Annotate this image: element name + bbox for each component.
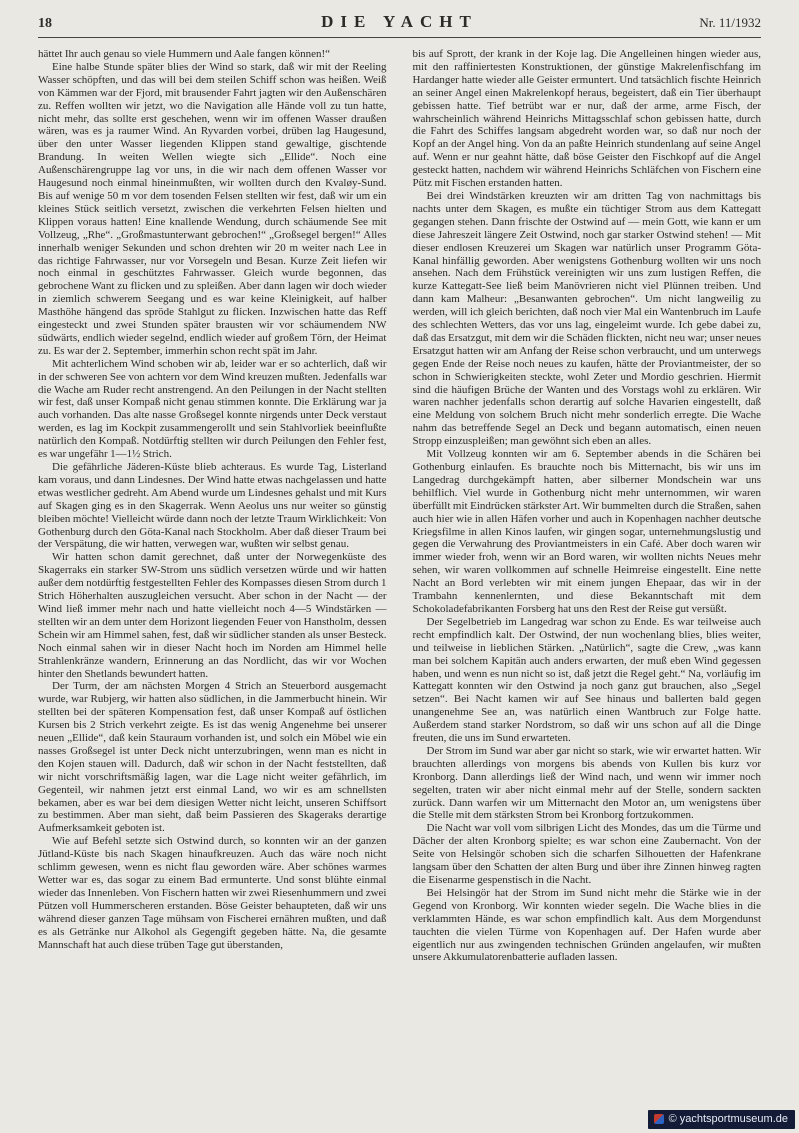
watermark-text: © yachtsportmuseum.de [668, 1113, 788, 1125]
page-number: 18 [38, 16, 52, 31]
paragraph: Eine halbe Stunde später blies der Wind so stark, daß wir mit der Reeling Wasser schöpften, und das will bei dem steilen Schiff schon was heißen. Weiß von Kämmen war der Fjord, mit brausender Fahrt jagten wir den Außenschären zu. Reffen wollten wir jetzt, wo die Navigation alle Hände voll zu tun hatte, nicht mehr, das sollte erst geschehen, wenn wir im offenen Wasser draußen wären, was es ja raumer Wind. An Ryvarden vorbei, drüben lag Haugesund, über den unter Wasser liegenden Klippen stand gewaltige, gischtende Brandung. In weiten Wellen wiegte sich „Ellide“. Noch eine Außenschärengruppe lag vor uns, in die wir nach dem offenen Wasser vor Haugesund noch einmal hineinmußten, wir wollten durch den Kvaløy-Sund. Bis auf wenige 50 m vor dem tosenden Felsen stellten wir fest, daß wir um ein kleines Stück seitlich versetzt, zwischen die verkehrten Felsen hielten und Klippen voraus hatten! Eine knallende Wendung, durch schäumende See mit Vollzeug, „Rhe“. „Großmastunterwant gebrochen!“ „Großsegel bergen!“ Alles innerhalb weniger Sekunden und schon drehten wir 20 m weiter nach Lee in das richtige Fahrwasser, nur vor Vorsegeln und Besan. Kurze Zeit liefen wir noch einmal in geschütztes Fahrwasser. Gleich wurde begonnen, das gebrochene Want zu flicken und zu spleißen. Aber dann lagen wir doch wieder in ziemlich schwerem Seegang und es war keine Kleinigkeit, auf halber Masthöhe hängend das spröde Stahlgut zu flicken. Inzwischen hatte das Reff eingesteckt und zwei Stunden später brausten wir vor schäumendem NW südwärts, endlich wieder segelnd, endlich wieder auf großem Törn, der Heimat zu. Es war der 2. September, immerhin schon recht spät im Jahr. [38, 60, 387, 357]
issue-number: Nr. 11/1932 [699, 15, 761, 30]
paragraph: Wie auf Befehl setzte sich Ostwind durch, so konnten wir an der ganzen Jütland-Küste bis nach Skagen hinaufkreuzen. Auch das wäre noch nicht schlimm gewesen, wenn es nicht flau geworden wäre. Aber schönes warmes Wetter war es, das sogar zu einem Bad ermunterte. Und sonst blühte einmal wieder das Innenleben. Von Fischern hatten wir zwei Riesenhummern und zwei Pützen voll Hummerscheren erstanden. Böse Geister behaupteten, daß wir uns während dieser ganzen Tage mühsam von Fischerei ernähren mußten, und daß es als Getränke nur Alkohol als Gegengift gegeben hätte. Na, die gesamte Mannschaft hat auch diese trüben Tage gut überstanden, [38, 835, 387, 951]
paragraph: Die gefährliche Jäderen-Küste blieb achteraus. Es wurde Tag, Listerland kam voraus, und dann Lindesnes. Der Wind hatte etwas nachgelassen und hatte etwas westlicher gedreht. Am Abend wurde um Lindesnes gehalst und mit Kurs auf Skagen ging es in den Skagerrak. Wenn Aeolus uns nur weiter so günstig bleiben möchte! Vielleicht würde dann noch der letzte Traum Wirklichkeit: Von Gothenburg durch den Göta-Kanal nach Stockholm. Aber daß dieser Traum bei der Verspätung, die wir hatten, verwegen war, wußten wir selbst genau. [38, 461, 387, 551]
paragraph: Der Segelbetrieb im Langedrag war schon zu Ende. Es war teilweise auch recht empfindlich kalt. Der Ostwind, der nun wochenlang blies, blies weiter, und teilweise in lieblichen Stärken. „Natürlich“, sagte die Crew, „was kann man bei solchem Kapitän auch anders erwarten, der muß eben Wind gegessen haben, und wenn es nun nicht so ist, daß jetzt die Regel geht.“ Na, vorläufig im Kattegatt konnten wir den Ostwind ja noch ganz gut brauchen, also „Segel setzen“. Bei Nacht kamen wir auf See hinaus und ballerten bald gegen unangenehme See an, was natürlich einen Wantbruch zur Folge hatte. Außerdem stand starker Nordstrom, so daß wir uns schon auf all die Dinge freuten, die uns im Sund erwarteten. [412, 615, 761, 745]
watermark-badge [648, 1110, 795, 1129]
left-column [38, 48, 387, 1106]
paragraph: Wir hatten schon damit gerechnet, daß unter der Norwegenküste des Skagerraks ein starker SW-Strom uns südlich versetzen würde und wir hatten außer dem notdürftig festgestellten Fehler des Kompasses diesen Strom durch 1 Strich Höherhalten auszugleichen versucht. Aber schon in der Nacht — der Wind ließ immer mehr nach und hatte vielleicht noch 4—5 Windstärken — stellten wir an dem unter dem Horizont liegenden Feuer von Hanstholm, dessen Schein wir am Himmel sahen, fest, daß wir südlicher standen als unser Besteck. Noch einmal sahen wir in dieser Nacht hoch im Norden am Himmel helle Strahlenkränze wandern, Erinnerung an das Nordlicht, das wir vor Wochen hinter den Shetlands bewundert hatten. [38, 551, 387, 680]
paragraph: Bei drei Windstärken kreuzten wir am dritten Tag von nachmittags bis nachts unter dem Skagen, es mußte ein tüchtiger Strom aus dem Kattegatt gegangen stehen. Dann frischte der Ostwind auf — mein Gott, wie kann er um diese Jahreszeit längere Zeit Ostwind, noch gar starker Ostwind stehen! — Mit dieser endlosen Kreuzerei um Skagen war natürlich unser Programm Göta-Kanal hinfällig geworden. Aber wenigstens Gothenburg wollten wir uns noch ansehen. Nach dem Frühstück vereinigten wir uns zum lustigen Reffen, die kurze Kattegatt-See ließ beim Manövrieren nicht viel Plünnen treiben. Und dann kam Malheur: „Besanwanten gebrochen“. Um nicht langweilig zu werden, will ich gleich berichten, daß noch vier Mal ein Wantenbruch im Laufe des schlechten Wetters, das vor uns lag, eingeleimt wurde. Ich gebe dabei zu, daß das Ersatzgut, mit dem wir die Schäden flickten, nicht neu war; unser neues Ersatzgut hatten wir am Anfang der Reise schon verbraucht, und um unterwegs gegen Ende der Reise noch neues zu kaufen, hätte der Proviantmeister, der so schon in Schwierigkeiten steckte, wohl Zeter und Mordio geschrien. Hiermit sind die häufigen Brüche der Wanten und des Vorstags wohl zu erklären. Wir waren nachher jedenfalls schon derartig auf solche Havarien eingestellt, daß eine Meldung von solchem Bruch nicht mehr sonderlich erregte. Die Wache nahm das betreffende Segel an Deck und begann automatisch, einen neuen Stropp einzuspleißen; man gewöhnt sich eben an alles. [412, 189, 761, 448]
museum-logo-icon [654, 1114, 664, 1124]
paragraph: Bei Helsingör hat der Strom im Sund nicht mehr die Stärke wie in der Gegend von Kronborg. Wir konnten wieder segeln. Die Wache blies in die verklammten Hände, es war schon empfindlich kalt. Aus dem Morgendunst tauchten die vielen Türme von Kopenhagen auf. Der Hafen wurde aber eigentlich nur aus zwingenden technischen Gründen angelaufen, wir mußten unsere Akkumulatorenbatterie aufladen lassen. [412, 886, 761, 964]
paragraph: Der Turm, der am nächsten Morgen 4 Strich an Steuerbord ausgemacht wurde, war Rubjerg, wir hatten also südlichen, in die Jammerbucht hinein. Wir stellten bei der späteren Kompensation fest, daß unser Kompaß auf östlichen Kursen bis 2 Strich verkehrt zeigte. Es ist das wenig Angenehme bei unserer neuen „Ellide“, daß kein Stauraum vorhanden ist, und solch ein Möbel wie ein nasses Großsegel ist unter Deck nicht unterzubringen, wenn man es nicht in den Kojen stauen will. Dadurch, daß wir schon in der Nacht feststellten, daß wir nicht vorschriftsmäßig lagen, war die Lage nicht weiter gefährlich, im Gegenteil, wir nahmen jetzt erst einmal Land, wo wir es am schnellsten bekamen, aber es war bei dem diesigen Wetter nicht leicht, unseren Schiffsort zu bestimmen. Aber man sieht, daß beim Passieren des Skageraks derartige Aufmerksamkeit geboten ist. [38, 680, 387, 835]
paragraph: Die Nacht war voll vom silbrigen Licht des Mondes, das um die Türme und Dächer der alten Kronborg spielte; es war schon eine Zaubernacht. Von der Seite von Helsingör schoben sich die scharfen Silhouetten der Hafenkrane langsam über den Schatten der alten Burg und über ihre Zinnen hinweg ragten die Eisenarme gespenstisch in die Nacht. [412, 822, 761, 886]
magazine-title: DIE YACHT [321, 12, 478, 31]
paragraph: Mit achterlichem Wind schoben wir ab, leider war er so achterlich, daß wir in der schweren See von achtern vor dem Wind kreuzen mußten. Jedenfalls war die Wache am Ruder recht anstrengend. An den Peilungen in der Nacht stellten wir fest, daß unser Kompaß nicht genau stimmen konnte. Die Erklärung war ja auch vorhanden. Das alte nasse Großsegel konnte nirgends unter Deck verstaut werden, es lag im Kockpit zusammengerollt und sein Stahlvorliek beeinflußte natürlich den Kompaß. Notdürftig stellten wir durch Peilungen den Fehler fest, es war ungefähr 1—1½ Strich. [38, 357, 387, 461]
right-column [413, 48, 762, 1106]
article-body [0, 38, 799, 1106]
paragraph: hättet Ihr auch genau so viele Hummern und Aale fangen können!“ [38, 48, 331, 60]
paragraph: bis auf Sprott, der krank in der Koje lag. Die Angelleinen hingen wieder aus, mit den raffiniertesten Konstruktionen, der günstige Makrelenfischfang im Hardanger hatte wieder alle Geister ermuntert. Und tatsächlich fischte Heinrich an seiner Angel einen Makrelenkopf heraus, begeistert, daß ein Tier überhaupt gebissen hatte. Tief betrübt war er nur, daß der arme, arme Fisch, der wahrscheinlich während Heinrichs Mittagsschlaf schon gebissen hatte, durch die Fahrt des Schiffes langsam abgedreht worden war, so daß nur noch der Kopf an der Angel hing. Von da an paßte Heinrich stundenlang auf seine Angel auf. Wenn er nur geahnt hätte, daß böse Geister den Fischkopf auf die Angel gesteckt hatten, nachdem wir während Heinrichs Schläfchen von Fischern eine Pütz mit Fischen erstanden hatten. [412, 48, 761, 190]
paragraph: Mit Vollzeug konnten wir am 6. September abends in die Schären bei Gothenburg einlaufen. Es brauchte noch bis Mitternacht, bis wir uns im Langedrag durchgekämpft hatten, aber silberner Mondschein war uns behilflich. Viel wurde in Gothenburg nicht mehr unternommen, wir waren überfüllt mit Eindrücken stärkster Art. Wir bummelten durch die Straßen, sahen auch hier wie in allen Häfen vorher und auch in Kopenhagen nachher deutsche Kriegsfilme in allen Kinos laufen, wir gingen sogar, unternehmungslustig und gegen die Verwahrung des Proviantmeisters in ein Café. Aber doch waren wir immer wieder froh, wenn wir an Bord waren, wir wollten nichts Neues mehr sehen, wir waren vollkommen auf schnelle Heimreise eingestellt. Eine nette Nacht an Bord verlebten wir mit einem jungen Ehepaar, das wir in der Trambahn kennenlernten, und diese Bekanntschaft mit dem Schokoladefabrikanten Forsberg hat uns den Rest der Reise gut versüßt. [412, 448, 761, 615]
page-header [0, 0, 799, 32]
paragraph: Der Strom im Sund war aber gar nicht so stark, wie wir erwartet hatten. Wir brauchten allerdings von morgens bis abends von Kullen bis kurz vor Kronborg. Dann allerdings ließ der Wind nach, und wenn wir immer noch segelten, traten wir aber nicht einmal mehr auf der Stelle, sondern sackten zurück. Dann warfen wir um Mitternacht den Motor an, um wenigstens über die Stelle mit dem stärksten Strom bei Kronborg fortzukommen. [412, 744, 761, 822]
